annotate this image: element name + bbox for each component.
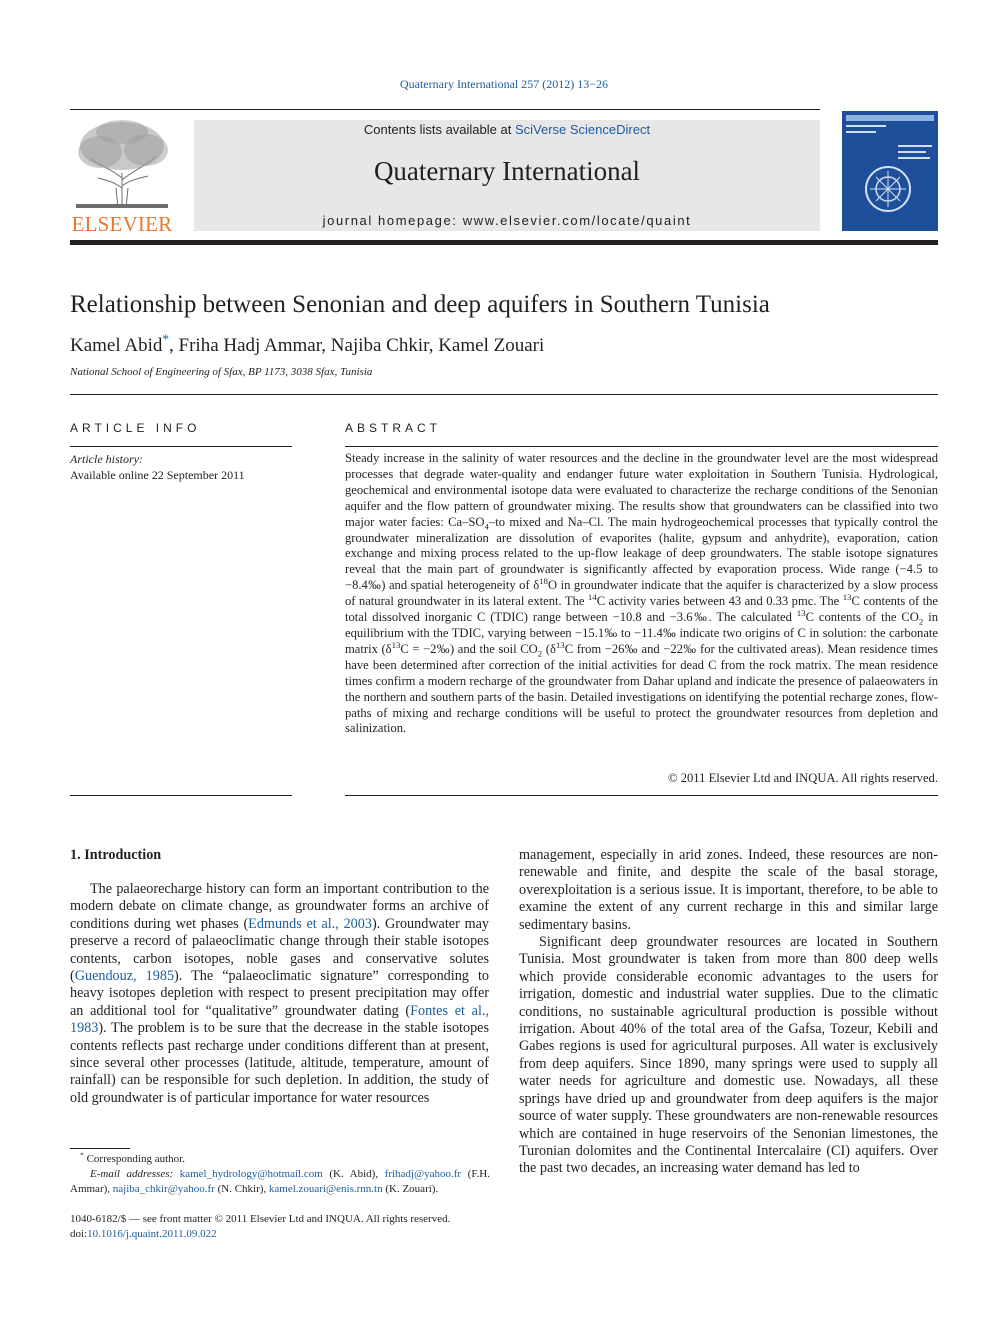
abstract-bottom-rule [345,795,938,796]
sciencedirect-link[interactable]: SciVerse ScienceDirect [514,122,651,137]
citation-fontes[interactable]: Fontes et al., 1983 [70,1002,489,1037]
email-owner-ammar: (F.H. Ammar), [70,1168,490,1195]
email-label: E-mail addresses: [90,1168,174,1180]
intro-paragraph-1: The palaeorecharge history can form an important contribution to the modern debate on climate change, as groundwater forms an archive of conditions during wet phases (Edmunds et al., 2003). Groundwater may preserve a record of palaeoclimatic change through their stable isotopes contents, carbon isotopes, noble gases and conservative solutes (Guendouz, 1985). The “palaeoclimatic signature” corresponding to heavy isotopes depletion with respect to present precipitation may offer an additional tool for “qualitative” groundwater dating (Fontes et al., 1983). The problem is to be sure that the decrease in the stable isotopes contents reflects past recharge under conditions different than at present, since several other processes (latitude, altitude, temperature, amount of rainfall) can be responsible for such depletion. In addition, the study of old groundwater is of particular importance for water resources [70,881,489,1106]
footnote-mark: * [80,1150,84,1160]
journal-banner [194,120,820,231]
elsevier-wordmark: ELSEVIER [71,212,173,236]
citation-edmunds[interactable]: Edmunds et al., 2003 [248,915,372,932]
history-label: Article history: [70,452,143,466]
email-zouari[interactable]: kamel.zouari@enis.rnn.tn [268,1183,383,1195]
email-owner-zouari: (K. Zouari). [382,1183,439,1195]
footnote [70,1152,490,1197]
intro-column-right [519,847,938,1178]
article-info-heading: ARTICLE INFO [70,421,201,435]
intro-column-left [70,881,489,1107]
abstract-rule [345,446,938,447]
header-thick-rule [70,240,938,245]
citation-guendouz[interactable]: Guendouz, 1985 [74,968,175,985]
footnote-rule [70,1148,130,1149]
corresponding-author-mark[interactable]: * [162,331,170,347]
email-owner-chkir: (N. Chkir), [214,1183,269,1195]
journal-reference[interactable]: Quaternary International 257 (2012) 13−26 [399,77,609,91]
footnote-corresponding [70,1152,490,1167]
intro-paragraph-1-continued: management, especially in arid zones. Indeed, these resources are non-renewable and finite, and despite the scale of the basal storage, overexploitation is a serious issue. It is important, therefore, to be able to examine the extent of any current recharge in this and similar large sedimentary basins. [519,847,938,933]
footnote-emails [70,1167,490,1197]
email-ammar[interactable]: frihadj@yahoo.fr [384,1168,462,1180]
email-chkir[interactable]: najiba_chkir@yahoo.fr [112,1183,215,1195]
title-rule [70,394,938,395]
email-owner-abid: (K. Abid), [322,1168,385,1180]
journal-title: Quaternary International [373,156,641,186]
history-value: Available online 22 September 2011 [70,468,245,482]
article-title: Relationship between Senonian and deep aquifers in Southern Tunisia [70,291,770,318]
journal-cover-thumbnail[interactable] [842,111,938,231]
issn-block [70,1212,500,1242]
contents-line [194,122,820,137]
author-others: , Friha Hadj Ammar, Najiba Chkir, Kamel Zouari [169,335,545,356]
elsevier-logo [70,118,174,236]
tree-icon [70,118,174,210]
intro-paragraph-2: Significant deep groundwater resources are located in Southern Tunisia. Most groundwater is taken from more than 800 deep wells which provide considerable economic advantages to the users for irrigation, domestic and industrial water supplies. Due to the climatic conditions, no sustainable agricultural production is possible without irrigation. About 40% of the total area of the Gafsa, Tozeur, Kebili and Gabes regions is used for agricultural purposes. All water is exclusively from deep aquifers. Since 1890, many springs were used to supply all water needs for agriculture and domestic use. Nowadays, all these springs have dried up and groundwater from deep aquifers is the major source of water supply. These groundwaters are non-renewable resources which are contained in huge reservoirs of the Senonian limestones, the Turonian dolomites and the Continental Intercalaire (CI) aquifers. Over the past two decades, an increasing water demand has led to [519,934,938,1177]
doi-line [70,1227,500,1242]
top-rule [70,109,820,110]
author-list [70,331,545,357]
email-abid[interactable]: kamel_hydrology@hotmail.com [179,1168,323,1180]
doi-link[interactable]: 10.1016/j.quaint.2011.09.022 [87,1228,217,1240]
footnote-corresponding-text: Corresponding author. [86,1153,185,1165]
article-history [70,451,245,483]
author-first: Kamel Abid [70,335,163,356]
cover-icon [842,111,938,231]
journal-homepage[interactable]: journal homepage: www.elsevier.com/locate/quaint [322,213,692,228]
doi-label: doi: [70,1228,88,1240]
article-info-bottom-rule [70,795,292,796]
abstract-copyright: © 2011 Elsevier Ltd and INQUA. All rights reserved. [667,771,938,785]
issn-line: 1040-6182/$ — see front matter © 2011 Elsevier Ltd and INQUA. All rights reserved. [70,1213,451,1225]
affiliation: National School of Engineering of Sfax, BP 1173, 3038 Sfax, Tunisia [70,366,373,378]
contents-prefix: Contents lists available at [363,122,515,137]
article-info-rule [70,446,292,447]
section-heading-introduction: 1. Introduction [70,847,162,863]
abstract-heading: ABSTRACT [345,421,442,435]
abstract-text: Steady increase in the salinity of water resources and the decline in the groundwater level are the most widespread processes that degrade water-quality and endanger future water exploitation in Southern Tunisia. Hydrological, geochemical and environmental isotope data were evaluated to characterize the recharge conditions of the Senonian aquifer and the flow pattern of groundwater mixing. The results show that groundwaters can be classified into two major water facies: $Ca-SO_4-to$ mixed and Na–Cl. The main hydrogeochemical processes that typically control the groundwater mineralization are dissolution of evaporites (halite, gypsum and anhydrite), evaporation, cation exchange and mixing process related to the up-flow leakage of deep groundwaters. The stable isotope signatures reveal that the main part of groundwater is significantly affected by evaporation process. Wide range (−4.5 to −8.4‰) and spatial heterogeneity of $\delta^{18}O$ in groundwater indicate that the aquifer is characterized by a slow process of natural groundwater in its lateral extent. The $^{14}$C activity varies between 43 and 0.33 pmc. The $^{13}$C contents of the total dissolved inorganic C (TDIC) range between −10.8 and −3.6‰. The calculated $^{13}$C contents of the $CO_2$ in equilibrium with the TDIC, varying between −15.1‰ to −11.4‰ indicate two origins of C in solution: the carbonate matrix ($\delta^{13}C$ = −2‰) and the soil $CO_2$ ($\delta^{13}C$ from −26‰ and −22‰ for the cultivated areas). Mean residence times have been determined after correction of the initial activities for dead C from the rock matrix. The mean residence times confirm a modern recharge of the groundwater from Dahar upland and indicate the presence of palaeowaters in the northern and southern parts of the basin. Detailed investigations on identifying the potential recharge zones, flow-paths of mixing and recharge conditions will be useful to protect the groundwater resources from depletion and salinization. [345,451,939,736]
